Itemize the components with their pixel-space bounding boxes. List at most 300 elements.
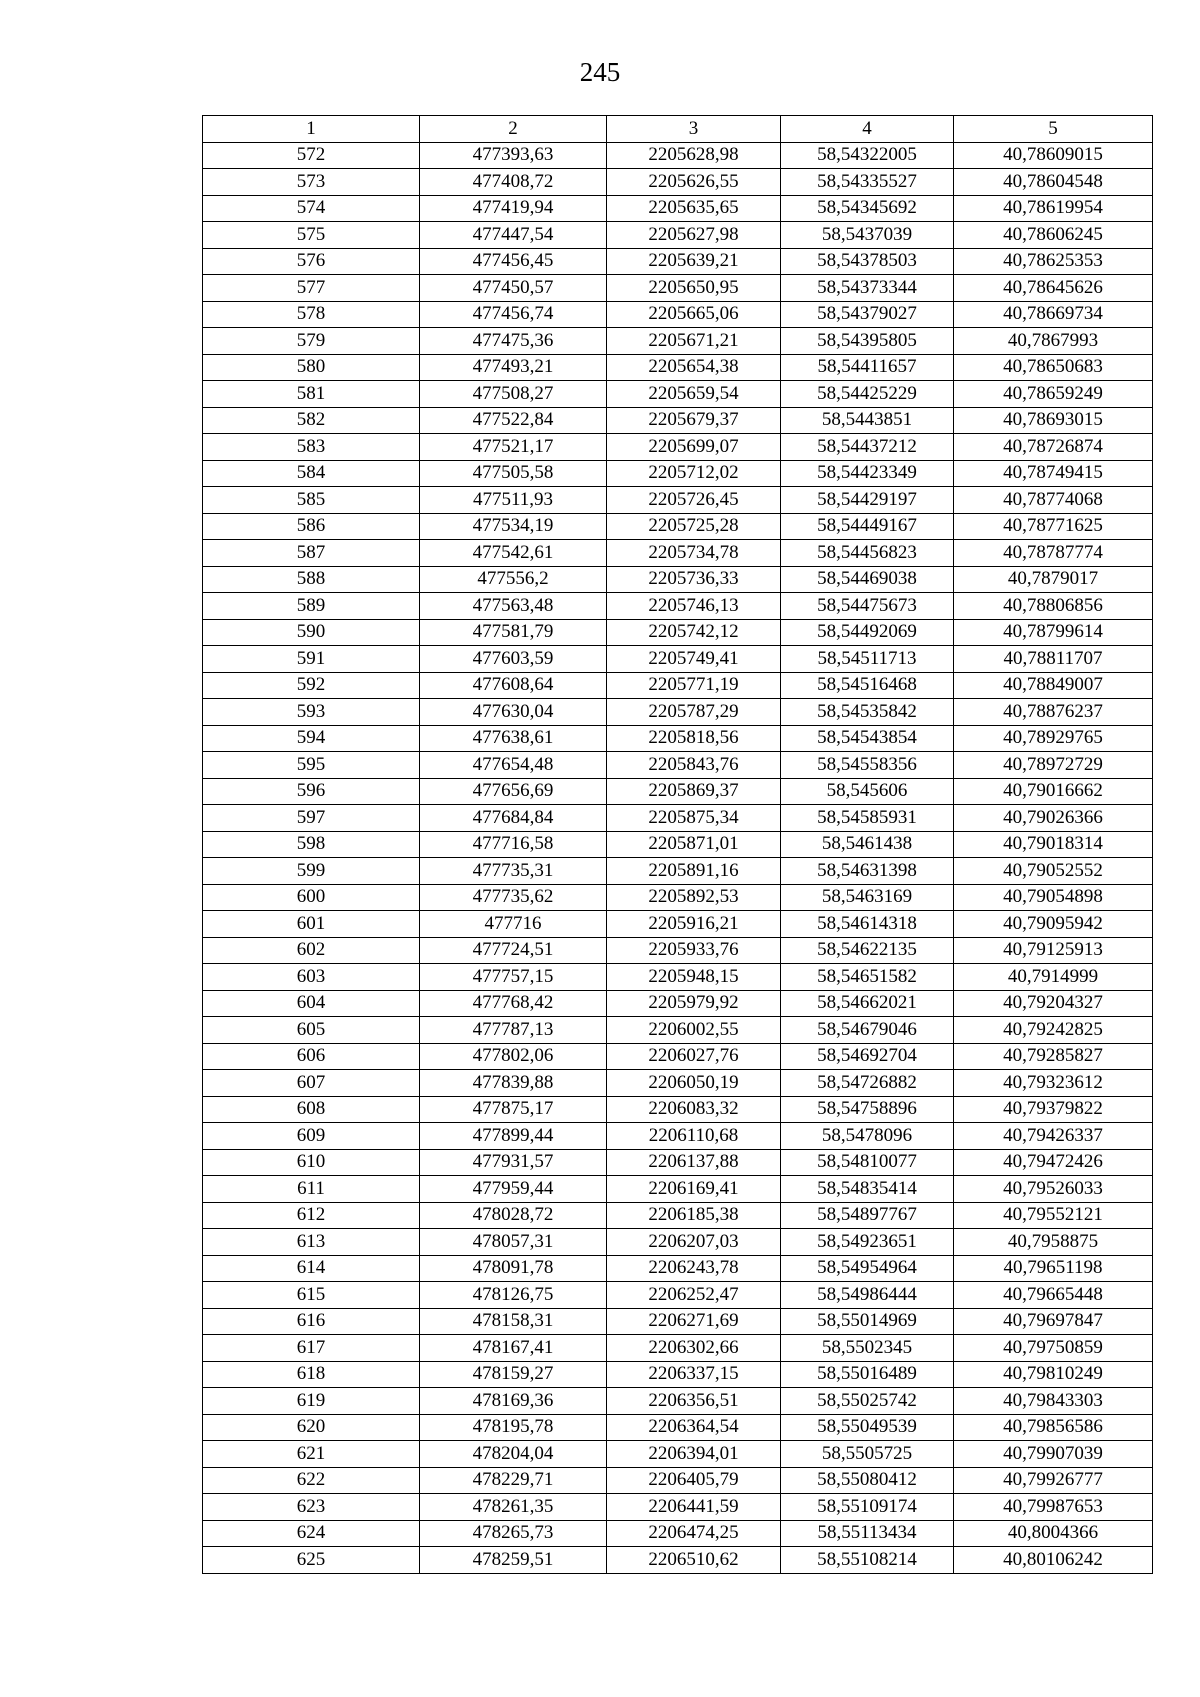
table-cell-col-4: 58,54449167 xyxy=(781,513,954,540)
table-cell-col-3: 2205726,45 xyxy=(607,487,781,514)
table-cell-col-1: 603 xyxy=(203,964,420,991)
table-cell-col-3: 2205734,78 xyxy=(607,540,781,567)
table-cell-col-4: 58,54456823 xyxy=(781,540,954,567)
table-cell-col-3: 2206474,25 xyxy=(607,1520,781,1547)
table-cell-col-2: 477563,48 xyxy=(420,593,607,620)
table-cell-col-4: 58,5502345 xyxy=(781,1335,954,1362)
table-cell-col-1: 609 xyxy=(203,1123,420,1150)
table-cell-col-2: 477638,61 xyxy=(420,725,607,752)
table-cell-col-3: 2206271,69 xyxy=(607,1308,781,1335)
table-row xyxy=(203,195,1153,222)
table-cell-col-2: 477493,21 xyxy=(420,354,607,381)
table-cell-col-1: 596 xyxy=(203,778,420,805)
table-cell-col-4: 58,5437039 xyxy=(781,222,954,249)
table-cell-col-5: 40,78806856 xyxy=(954,593,1153,620)
table-cell-col-1: 588 xyxy=(203,566,420,593)
table-cell-col-1: 601 xyxy=(203,911,420,938)
table-cell-col-1: 577 xyxy=(203,275,420,302)
table-cell-col-2: 477724,51 xyxy=(420,937,607,964)
table-cell-col-2: 478158,31 xyxy=(420,1308,607,1335)
table-cell-col-5: 40,79426337 xyxy=(954,1123,1153,1150)
table-cell-col-3: 2206185,38 xyxy=(607,1202,781,1229)
table-cell-col-1: 585 xyxy=(203,487,420,514)
table-row xyxy=(203,858,1153,885)
table-cell-col-4: 58,55049539 xyxy=(781,1414,954,1441)
table-row xyxy=(203,487,1153,514)
table-cell-col-4: 58,5443851 xyxy=(781,407,954,434)
table-cell-col-5: 40,78625353 xyxy=(954,248,1153,275)
table-cell-col-5: 40,78606245 xyxy=(954,222,1153,249)
table-cell-col-2: 477735,31 xyxy=(420,858,607,885)
table-row xyxy=(203,222,1153,249)
table-cell-col-2: 477735,62 xyxy=(420,884,607,911)
table-cell-col-1: 589 xyxy=(203,593,420,620)
table-cell-col-1: 573 xyxy=(203,169,420,196)
table-cell-col-5: 40,79379822 xyxy=(954,1096,1153,1123)
table-cell-col-4: 58,54535842 xyxy=(781,699,954,726)
table-cell-col-4: 58,54429197 xyxy=(781,487,954,514)
table-row xyxy=(203,566,1153,593)
table-cell-col-4: 58,545606 xyxy=(781,778,954,805)
table-cell-col-1: 595 xyxy=(203,752,420,779)
table-row xyxy=(203,1017,1153,1044)
table-cell-col-1: 619 xyxy=(203,1388,420,1415)
table-row xyxy=(203,1467,1153,1494)
table-row xyxy=(203,407,1153,434)
table-cell-col-4: 58,55025742 xyxy=(781,1388,954,1415)
table-cell-col-4: 58,54662021 xyxy=(781,990,954,1017)
table-cell-col-2: 477787,13 xyxy=(420,1017,607,1044)
table-cell-col-2: 477508,27 xyxy=(420,381,607,408)
table-cell-col-1: 575 xyxy=(203,222,420,249)
table-cell-col-2: 477408,72 xyxy=(420,169,607,196)
table-cell-col-5: 40,78929765 xyxy=(954,725,1153,752)
table-cell-col-1: 625 xyxy=(203,1547,420,1574)
table-cell-col-4: 58,55109174 xyxy=(781,1494,954,1521)
table-row xyxy=(203,990,1153,1017)
table-cell-col-4: 58,54835414 xyxy=(781,1176,954,1203)
table-cell-col-4: 58,54469038 xyxy=(781,566,954,593)
table-row xyxy=(203,328,1153,355)
table-row xyxy=(203,831,1153,858)
table-row xyxy=(203,1547,1153,1574)
table-cell-col-5: 40,79526033 xyxy=(954,1176,1153,1203)
table-cell-col-1: 611 xyxy=(203,1176,420,1203)
table-cell-col-1: 599 xyxy=(203,858,420,885)
table-cell-col-4: 58,54679046 xyxy=(781,1017,954,1044)
table-cell-col-4: 58,5463169 xyxy=(781,884,954,911)
table-cell-col-3: 2205654,38 xyxy=(607,354,781,381)
table-cell-col-5: 40,78619954 xyxy=(954,195,1153,222)
table-header xyxy=(203,116,1153,143)
table-row xyxy=(203,1414,1153,1441)
table-cell-col-3: 2205659,54 xyxy=(607,381,781,408)
table-cell-col-4: 58,54897767 xyxy=(781,1202,954,1229)
table-cell-col-5: 40,79285827 xyxy=(954,1043,1153,1070)
table-row xyxy=(203,1149,1153,1176)
table-cell-col-4: 58,54492069 xyxy=(781,619,954,646)
table-cell-col-2: 478126,75 xyxy=(420,1282,607,1309)
table-cell-col-4: 58,54423349 xyxy=(781,460,954,487)
table-row xyxy=(203,1202,1153,1229)
table-cell-col-5: 40,79856586 xyxy=(954,1414,1153,1441)
table-cell-col-3: 2205749,41 xyxy=(607,646,781,673)
table-cell-col-5: 40,79204327 xyxy=(954,990,1153,1017)
table-row xyxy=(203,1361,1153,1388)
table-cell-col-5: 40,78693015 xyxy=(954,407,1153,434)
table-cell-col-3: 2205628,98 xyxy=(607,142,781,169)
table-cell-col-1: 605 xyxy=(203,1017,420,1044)
table-cell-col-4: 58,54411657 xyxy=(781,354,954,381)
table-cell-col-3: 2206337,15 xyxy=(607,1361,781,1388)
table-cell-col-2: 477447,54 xyxy=(420,222,607,249)
table-cell-col-3: 2205639,21 xyxy=(607,248,781,275)
table-cell-col-3: 2205725,28 xyxy=(607,513,781,540)
column-header-3: 3 xyxy=(607,116,781,143)
table-cell-col-1: 600 xyxy=(203,884,420,911)
table-cell-col-2: 477768,42 xyxy=(420,990,607,1017)
table-cell-col-4: 58,54558356 xyxy=(781,752,954,779)
table-cell-col-3: 2205771,19 xyxy=(607,672,781,699)
table-cell-col-5: 40,78726874 xyxy=(954,434,1153,461)
table-cell-col-5: 40,78787774 xyxy=(954,540,1153,567)
table-cell-col-5: 40,79907039 xyxy=(954,1441,1153,1468)
table-row xyxy=(203,513,1153,540)
table-row xyxy=(203,646,1153,673)
table-cell-col-1: 590 xyxy=(203,619,420,646)
table-cell-col-3: 2205948,15 xyxy=(607,964,781,991)
table-cell-col-2: 478169,36 xyxy=(420,1388,607,1415)
table-cell-col-4: 58,5461438 xyxy=(781,831,954,858)
table-cell-col-3: 2205787,29 xyxy=(607,699,781,726)
table-cell-col-2: 477654,48 xyxy=(420,752,607,779)
table-cell-col-5: 40,78774068 xyxy=(954,487,1153,514)
table-cell-col-3: 2206441,59 xyxy=(607,1494,781,1521)
table-cell-col-2: 477603,59 xyxy=(420,646,607,673)
table-cell-col-1: 574 xyxy=(203,195,420,222)
table-cell-col-4: 58,54373344 xyxy=(781,275,954,302)
table-cell-col-3: 2206027,76 xyxy=(607,1043,781,1070)
table-cell-col-4: 58,54425229 xyxy=(781,381,954,408)
table-cell-col-1: 587 xyxy=(203,540,420,567)
table-cell-col-3: 2206137,88 xyxy=(607,1149,781,1176)
table-cell-col-5: 40,78799614 xyxy=(954,619,1153,646)
table-cell-col-3: 2205746,13 xyxy=(607,593,781,620)
table-cell-col-2: 478057,31 xyxy=(420,1229,607,1256)
table-row xyxy=(203,1070,1153,1097)
table-row xyxy=(203,911,1153,938)
table-cell-col-1: 582 xyxy=(203,407,420,434)
table-cell-col-2: 477875,17 xyxy=(420,1096,607,1123)
table-cell-col-2: 478204,04 xyxy=(420,1441,607,1468)
table-cell-col-1: 621 xyxy=(203,1441,420,1468)
page-number: 245 xyxy=(579,57,621,87)
table-cell-col-5: 40,8004366 xyxy=(954,1520,1153,1547)
table-cell-col-3: 2205818,56 xyxy=(607,725,781,752)
table-cell-col-5: 40,78609015 xyxy=(954,142,1153,169)
table-cell-col-4: 58,54923651 xyxy=(781,1229,954,1256)
table-cell-col-3: 2206252,47 xyxy=(607,1282,781,1309)
table-cell-col-1: 606 xyxy=(203,1043,420,1070)
table-cell-col-5: 40,7914999 xyxy=(954,964,1153,991)
table-cell-col-2: 478265,73 xyxy=(420,1520,607,1547)
table-cell-col-1: 584 xyxy=(203,460,420,487)
table-cell-col-4: 58,54345692 xyxy=(781,195,954,222)
header-row xyxy=(203,116,1153,143)
table-cell-col-4: 58,54378503 xyxy=(781,248,954,275)
table-cell-col-2: 477393,63 xyxy=(420,142,607,169)
table-cell-col-5: 40,79987653 xyxy=(954,1494,1153,1521)
table-cell-col-1: 591 xyxy=(203,646,420,673)
table-cell-col-5: 40,78645626 xyxy=(954,275,1153,302)
table-cell-col-3: 2206002,55 xyxy=(607,1017,781,1044)
table-cell-col-2: 477456,45 xyxy=(420,248,607,275)
table-cell-col-1: 624 xyxy=(203,1520,420,1547)
table-cell-col-1: 620 xyxy=(203,1414,420,1441)
table-cell-col-2: 478261,35 xyxy=(420,1494,607,1521)
table-row xyxy=(203,169,1153,196)
table-cell-col-3: 2205871,01 xyxy=(607,831,781,858)
table-cell-col-2: 477684,84 xyxy=(420,805,607,832)
table-cell-col-1: 579 xyxy=(203,328,420,355)
table-cell-col-5: 40,79323612 xyxy=(954,1070,1153,1097)
table-cell-col-3: 2206364,54 xyxy=(607,1414,781,1441)
table-cell-col-5: 40,78650683 xyxy=(954,354,1153,381)
table-cell-col-5: 40,79016662 xyxy=(954,778,1153,805)
table-cell-col-2: 478259,51 xyxy=(420,1547,607,1574)
table-row xyxy=(203,434,1153,461)
table-cell-col-5: 40,79843303 xyxy=(954,1388,1153,1415)
table-cell-col-2: 477450,57 xyxy=(420,275,607,302)
table-cell-col-2: 477534,19 xyxy=(420,513,607,540)
table-cell-col-2: 477419,94 xyxy=(420,195,607,222)
table-row xyxy=(203,1229,1153,1256)
table-cell-col-3: 2206110,68 xyxy=(607,1123,781,1150)
table-cell-col-4: 58,55113434 xyxy=(781,1520,954,1547)
table-cell-col-2: 477802,06 xyxy=(420,1043,607,1070)
table-cell-col-4: 58,54335527 xyxy=(781,169,954,196)
table-row xyxy=(203,593,1153,620)
table-cell-col-3: 2206510,62 xyxy=(607,1547,781,1574)
table-cell-col-4: 58,54395805 xyxy=(781,328,954,355)
table-cell-col-5: 40,79750859 xyxy=(954,1335,1153,1362)
table-cell-col-2: 478167,41 xyxy=(420,1335,607,1362)
table-cell-col-2: 478091,78 xyxy=(420,1255,607,1282)
table-cell-col-3: 2205875,34 xyxy=(607,805,781,832)
table-cell-col-5: 40,79052552 xyxy=(954,858,1153,885)
table-cell-col-3: 2205843,76 xyxy=(607,752,781,779)
table-cell-col-3: 2205916,21 xyxy=(607,911,781,938)
table-row xyxy=(203,1043,1153,1070)
table-row xyxy=(203,725,1153,752)
table-cell-col-1: 580 xyxy=(203,354,420,381)
coordinates-table xyxy=(202,115,1153,1574)
table-cell-col-5: 40,80106242 xyxy=(954,1547,1153,1574)
table-cell-col-3: 2206243,78 xyxy=(607,1255,781,1282)
table-row xyxy=(203,248,1153,275)
table-cell-col-4: 58,54631398 xyxy=(781,858,954,885)
table-cell-col-5: 40,79552121 xyxy=(954,1202,1153,1229)
table-cell-col-1: 615 xyxy=(203,1282,420,1309)
table-cell-col-2: 478028,72 xyxy=(420,1202,607,1229)
table-cell-col-1: 594 xyxy=(203,725,420,752)
table-row xyxy=(203,1282,1153,1309)
table-cell-col-2: 477716 xyxy=(420,911,607,938)
table-cell-col-3: 2205712,02 xyxy=(607,460,781,487)
table-cell-col-3: 2205679,37 xyxy=(607,407,781,434)
table-cell-col-3: 2206302,66 xyxy=(607,1335,781,1362)
table-row xyxy=(203,1176,1153,1203)
table-cell-col-4: 58,5505725 xyxy=(781,1441,954,1468)
table-cell-col-3: 2206394,01 xyxy=(607,1441,781,1468)
table-row xyxy=(203,805,1153,832)
table-cell-col-1: 592 xyxy=(203,672,420,699)
table-cell-col-1: 597 xyxy=(203,805,420,832)
table-cell-col-1: 593 xyxy=(203,699,420,726)
table-cell-col-1: 586 xyxy=(203,513,420,540)
table-cell-col-4: 58,54585931 xyxy=(781,805,954,832)
table-cell-col-4: 58,54651582 xyxy=(781,964,954,991)
table-row xyxy=(203,301,1153,328)
table-cell-col-3: 2205979,92 xyxy=(607,990,781,1017)
table-cell-col-3: 2205891,16 xyxy=(607,858,781,885)
table-cell-col-5: 40,78749415 xyxy=(954,460,1153,487)
table-cell-col-2: 478159,27 xyxy=(420,1361,607,1388)
table-cell-col-1: 610 xyxy=(203,1149,420,1176)
table-cell-col-1: 572 xyxy=(203,142,420,169)
table-body xyxy=(203,142,1153,1573)
table-cell-col-4: 58,54692704 xyxy=(781,1043,954,1070)
table-cell-col-5: 40,79697847 xyxy=(954,1308,1153,1335)
table-cell-col-3: 2205933,76 xyxy=(607,937,781,964)
table-cell-col-4: 58,54986444 xyxy=(781,1282,954,1309)
table-cell-col-1: 618 xyxy=(203,1361,420,1388)
table-row xyxy=(203,540,1153,567)
table-cell-col-2: 477456,74 xyxy=(420,301,607,328)
table-cell-col-4: 58,55014969 xyxy=(781,1308,954,1335)
table-row xyxy=(203,937,1153,964)
table-cell-col-1: 598 xyxy=(203,831,420,858)
table-cell-col-3: 2205635,65 xyxy=(607,195,781,222)
table-cell-col-1: 578 xyxy=(203,301,420,328)
table-cell-col-5: 40,79018314 xyxy=(954,831,1153,858)
table-row xyxy=(203,964,1153,991)
table-cell-col-1: 613 xyxy=(203,1229,420,1256)
table-cell-col-4: 58,54437212 xyxy=(781,434,954,461)
table-cell-col-4: 58,54810077 xyxy=(781,1149,954,1176)
table-cell-col-1: 581 xyxy=(203,381,420,408)
table-cell-col-2: 477656,69 xyxy=(420,778,607,805)
table-cell-col-2: 477522,84 xyxy=(420,407,607,434)
table-cell-col-3: 2206207,03 xyxy=(607,1229,781,1256)
table-cell-col-1: 604 xyxy=(203,990,420,1017)
table-cell-col-4: 58,54322005 xyxy=(781,142,954,169)
table-cell-col-2: 477521,17 xyxy=(420,434,607,461)
table-cell-col-4: 58,54622135 xyxy=(781,937,954,964)
table-cell-col-4: 58,54614318 xyxy=(781,911,954,938)
table-cell-col-4: 58,54379027 xyxy=(781,301,954,328)
table-cell-col-2: 478195,78 xyxy=(420,1414,607,1441)
table-cell-col-3: 2206169,41 xyxy=(607,1176,781,1203)
table-cell-col-2: 477511,93 xyxy=(420,487,607,514)
table-row xyxy=(203,699,1153,726)
table-cell-col-2: 477959,44 xyxy=(420,1176,607,1203)
table-row xyxy=(203,381,1153,408)
table-cell-col-1: 616 xyxy=(203,1308,420,1335)
column-header-2: 2 xyxy=(420,116,607,143)
table-cell-col-2: 477581,79 xyxy=(420,619,607,646)
table-cell-col-1: 607 xyxy=(203,1070,420,1097)
table-cell-col-3: 2205626,55 xyxy=(607,169,781,196)
table-cell-col-5: 40,7879017 xyxy=(954,566,1153,593)
table-row xyxy=(203,778,1153,805)
table-cell-col-3: 2206050,19 xyxy=(607,1070,781,1097)
table-cell-col-3: 2205742,12 xyxy=(607,619,781,646)
table-row xyxy=(203,1388,1153,1415)
table-cell-col-3: 2205665,06 xyxy=(607,301,781,328)
table-cell-col-1: 623 xyxy=(203,1494,420,1521)
table-cell-col-2: 477899,44 xyxy=(420,1123,607,1150)
table-cell-col-5: 40,79926777 xyxy=(954,1467,1153,1494)
table-row xyxy=(203,1441,1153,1468)
table-cell-col-3: 2205699,07 xyxy=(607,434,781,461)
table-row xyxy=(203,142,1153,169)
table-row xyxy=(203,672,1153,699)
table-cell-col-2: 477839,88 xyxy=(420,1070,607,1097)
table-cell-col-1: 614 xyxy=(203,1255,420,1282)
table-cell-col-2: 477716,58 xyxy=(420,831,607,858)
table-cell-col-5: 40,78669734 xyxy=(954,301,1153,328)
table-cell-col-3: 2205671,21 xyxy=(607,328,781,355)
table-row xyxy=(203,1520,1153,1547)
table-cell-col-5: 40,79472426 xyxy=(954,1149,1153,1176)
table-cell-col-1: 583 xyxy=(203,434,420,461)
table-cell-col-2: 478229,71 xyxy=(420,1467,607,1494)
table-cell-col-3: 2205736,33 xyxy=(607,566,781,593)
table-cell-col-2: 477505,58 xyxy=(420,460,607,487)
table-cell-col-2: 477757,15 xyxy=(420,964,607,991)
table-cell-col-4: 58,55108214 xyxy=(781,1547,954,1574)
table-row xyxy=(203,1123,1153,1150)
table-cell-col-1: 576 xyxy=(203,248,420,275)
table-cell-col-5: 40,79665448 xyxy=(954,1282,1153,1309)
table-cell-col-4: 58,54543854 xyxy=(781,725,954,752)
table-cell-col-1: 617 xyxy=(203,1335,420,1362)
table-cell-col-5: 40,78876237 xyxy=(954,699,1153,726)
table-cell-col-3: 2206356,51 xyxy=(607,1388,781,1415)
table-cell-col-1: 622 xyxy=(203,1467,420,1494)
table-cell-col-5: 40,78771625 xyxy=(954,513,1153,540)
table-cell-col-3: 2205650,95 xyxy=(607,275,781,302)
table-cell-col-4: 58,54475673 xyxy=(781,593,954,620)
column-header-4: 4 xyxy=(781,116,954,143)
table-cell-col-4: 58,55016489 xyxy=(781,1361,954,1388)
table-cell-col-3: 2206405,79 xyxy=(607,1467,781,1494)
table-cell-col-2: 477931,57 xyxy=(420,1149,607,1176)
table-cell-col-2: 477475,36 xyxy=(420,328,607,355)
table-cell-col-5: 40,78811707 xyxy=(954,646,1153,673)
table-row xyxy=(203,619,1153,646)
table-row xyxy=(203,1255,1153,1282)
table-cell-col-5: 40,78849007 xyxy=(954,672,1153,699)
table-cell-col-3: 2205869,37 xyxy=(607,778,781,805)
table-row xyxy=(203,1096,1153,1123)
table-row xyxy=(203,752,1153,779)
table-cell-col-1: 602 xyxy=(203,937,420,964)
table-cell-col-5: 40,79026366 xyxy=(954,805,1153,832)
table-cell-col-2: 477630,04 xyxy=(420,699,607,726)
table-cell-col-2: 477608,64 xyxy=(420,672,607,699)
